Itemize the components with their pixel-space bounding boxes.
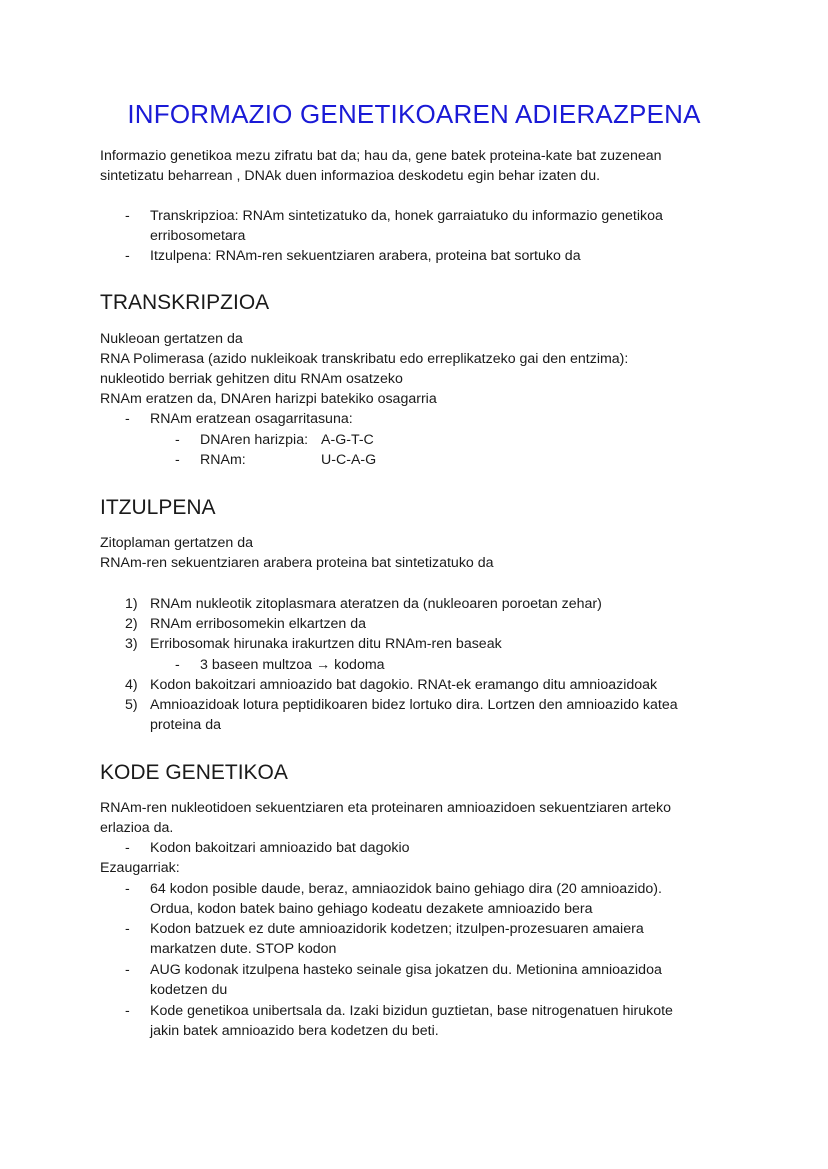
step-number: 2) <box>125 616 138 632</box>
list-marker: - <box>125 1003 130 1019</box>
step-number: 3) <box>125 636 138 652</box>
list-marker: - <box>125 881 130 897</box>
step-text: RNAm erribosomekin elkartzen da <box>150 616 367 632</box>
step-text: proteina da <box>150 717 221 733</box>
step-text: Amnioazidoak lotura peptidikoaren bidez lortuko dira. Lortzen den amnioazido katea <box>150 697 678 713</box>
list-item: Itzulpena: RNAm-ren sekuentziaren arabera, proteina bat sortuko da <box>150 248 581 264</box>
paragraph-line: Ezaugarriak: <box>100 860 180 876</box>
step-text: Erribosomak hirunaka irakurtzen ditu RNAm-ren baseak <box>150 636 502 652</box>
step-text: RNAm nukleotik zitoplasmara ateratzen da (nukleoaren poroetan zehar) <box>150 596 602 612</box>
list-marker: - <box>175 432 180 448</box>
list-marker: - <box>125 411 130 427</box>
paragraph-line: Nukleoan gertatzen da <box>100 331 243 347</box>
paragraph-line: RNAm-ren nukleotidoen sekuentziaren eta proteinaren amnioazidoen sekuentziaren arteko <box>100 800 671 816</box>
list-item: jakin batek amnioazido bera kodetzen du beti. <box>150 1023 439 1039</box>
sub-list-label: RNAm: <box>200 452 246 468</box>
sub-list-value: U-C-A-G <box>321 452 377 468</box>
list-marker: - <box>125 921 130 937</box>
list-item: Kodon batzuek ez dute amnioazidorik kodetzen; itzulpen-prozesuaren amaiera <box>150 921 644 937</box>
intro-line: Informazio genetikoa mezu zifratu bat da; hau da, gene batek proteina-kate bat zuzenean <box>100 148 662 164</box>
document-title: INFORMAZIO GENETIKOAREN ADIERAZPENA <box>127 99 701 129</box>
list-marker: - <box>125 840 130 856</box>
sub-list-item: 3 baseen multzoa → kodoma <box>200 657 385 673</box>
list-item: Kode genetikoa unibertsala da. Izaki bizidun guztietan, base nitrogenatuen hirukote <box>150 1003 673 1019</box>
list-marker: - <box>125 208 130 224</box>
list-item: Kodon bakoitzari amnioazido bat dagokio <box>150 840 410 856</box>
list-item: 64 kodon posible daude, beraz, amniaozidok baino gehiago dira (20 amnioazido). <box>150 881 662 897</box>
list-item: RNAm eratzean osagarritasuna: <box>150 411 353 427</box>
sub-list-value: A-G-T-C <box>321 432 374 448</box>
section-heading-kode-genetikoa: KODE GENETIKOA <box>100 761 288 784</box>
list-item: erribosometara <box>150 228 246 244</box>
list-marker: - <box>125 248 130 264</box>
section-heading-transkripzioa: TRANSKRIPZIOA <box>100 291 270 314</box>
step-text: Kodon bakoitzari amnioazido bat dagokio. RNAt-ek eramango ditu amnioazidoak <box>150 677 658 693</box>
sub-list-label: DNAren harizpia: <box>200 432 309 448</box>
list-item: Ordua, kodon batek baino gehiago kodeatu dezakete amnioazido bera <box>150 901 593 917</box>
intro-line: sintetizatu beharrean , DNAk duen informazioa deskodetu egin behar izaten du. <box>100 168 601 184</box>
list-item: AUG kodonak itzulpena hasteko seinale gisa jokatzen du. Metionina amnioazidoa <box>150 962 662 978</box>
step-number: 1) <box>125 596 138 612</box>
list-marker: - <box>125 962 130 978</box>
paragraph-line: RNAm eratzen da, DNAren harizpi batekiko osagarria <box>100 391 437 407</box>
list-item: kodetzen du <box>150 982 228 998</box>
paragraph-line: nukleotido berriak gehitzen ditu RNAm osatzeko <box>100 371 403 387</box>
paragraph-line: RNA Polimerasa (azido nukleikoak transkribatu edo erreplikatzeko gai den entzima): <box>100 351 629 367</box>
list-marker: - <box>175 657 180 673</box>
list-item: Transkripzioa: RNAm sintetizatuko da, honek garraiatuko du informazio genetikoa <box>150 208 663 224</box>
paragraph-line: erlazioa da. <box>100 820 174 836</box>
paragraph-line: Zitoplaman gertatzen da <box>100 535 254 551</box>
section-heading-itzulpena: ITZULPENA <box>100 496 216 519</box>
paragraph-line: RNAm-ren sekuentziaren arabera proteina bat sintetizatuko da <box>100 555 494 571</box>
step-number: 4) <box>125 677 138 693</box>
list-marker: - <box>175 452 180 468</box>
list-item: markatzen dute. STOP kodon <box>150 941 337 957</box>
step-number: 5) <box>125 697 138 713</box>
